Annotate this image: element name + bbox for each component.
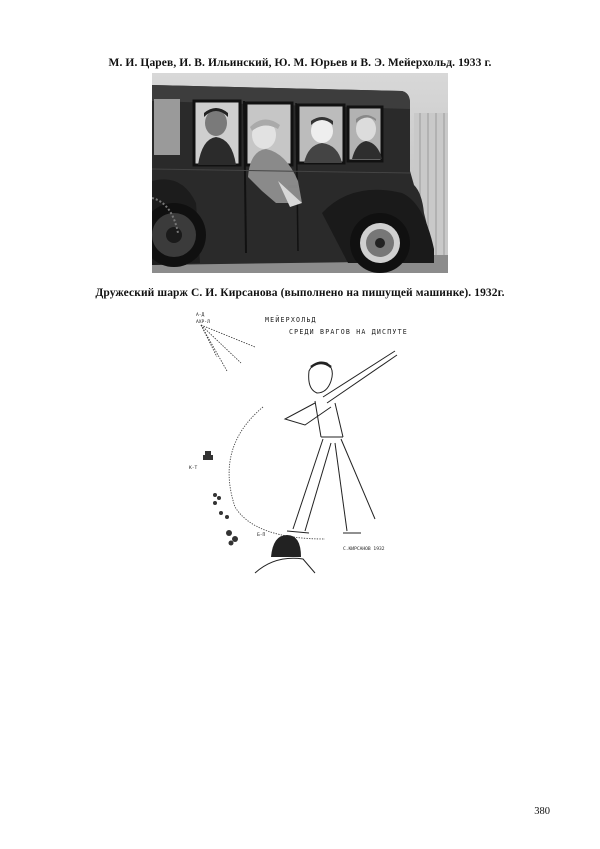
car-photo [152,73,448,273]
drawing-title: МЕЙЕРХОЛЬД [265,316,317,324]
photo-caption: М. И. Царев, И. В. Ильинский, Ю. М. Юрьев и В. Э. Мейерхольд. 1933 г. [108,57,492,69]
typewriter-caricature [175,307,420,577]
drawing-subtitle: СРЕДИ ВРАГОВ НА ДИСПУТЕ [289,328,408,336]
drawing-label-bp: Б-П [257,533,266,538]
drawing-signature: С.КИРСАНОВ 1932 [343,547,385,552]
drawing-label-ahr: АХР-Л [196,320,210,325]
drawing-caption: Дружеский шарж С. И. Кирсанова (выполнено на пишущей машинке). 1932г. [95,287,505,299]
drawing-label-kt: К-Т [189,466,198,471]
drawing-label-ad: А-Д [196,313,205,318]
page-number: 380 [534,806,550,817]
